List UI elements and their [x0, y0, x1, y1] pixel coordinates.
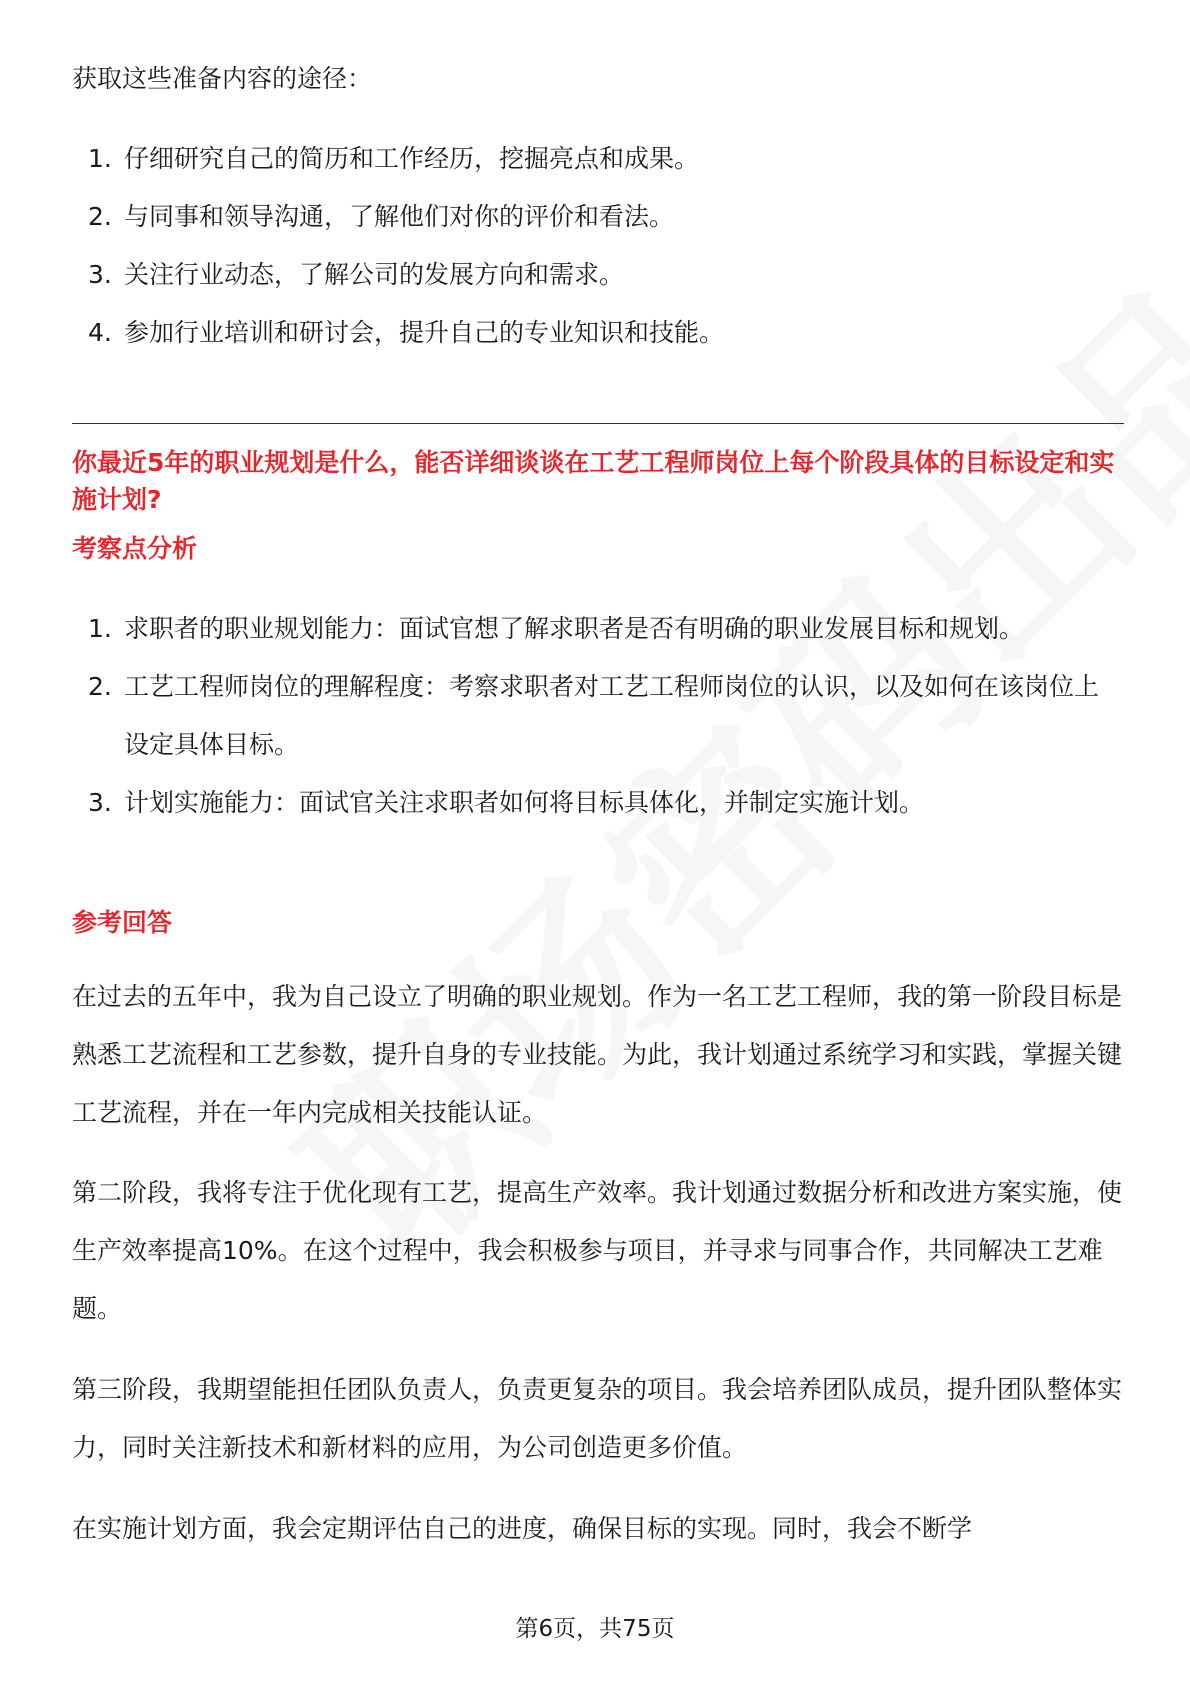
preparation-list	[72, 130, 1122, 362]
analysis-title: 考察点分析	[72, 534, 198, 563]
question-heading: 你最近5年的职业规划是什么，能否详细谈谈在工艺工程师岗位上每个阶段具体的目标设定和实施计划?	[72, 448, 1115, 514]
intro-text: 获取这些准备内容的途径：	[72, 64, 373, 93]
list-item: 4. 参加行业培训和研讨会，提升自己的专业知识和技能。	[88, 318, 725, 347]
answer-paragraph: 第二阶段，我将专注于优化现有工艺，提高生产效率。我计划通过数据分析和改进方案实施，使生产效率提高10%。在这个过程中，我会积极参与项目，并寻求与同事合作，共同解决工艺难题。	[72, 1178, 1123, 1323]
answer-paragraph: 在过去的五年中，我为自己设立了明确的职业规划。作为一名工艺工程师，我的第一阶段目标是熟悉工艺流程和工艺参数，提升自身的专业技能。为此，我计划通过系统学习和实践，掌握关键工艺流程，并在一年内完成相关技能认证。	[72, 982, 1123, 1127]
list-item: 2. 与同事和领导沟通，了解他们对你的评价和看法。	[88, 202, 675, 231]
answer-paragraph: 在实施计划方面，我会定期评估自己的进度，确保目标的实现。同时，我会不断学	[72, 1514, 973, 1543]
list-item: 3. 关注行业动态，了解公司的发展方向和需求。	[88, 260, 625, 289]
page-number: 第6页，共75页	[515, 1616, 675, 1642]
list-item: 3. 计划实施能力：面试官关注求职者如何将目标具体化，并制定实施计划。	[88, 788, 925, 817]
analysis-list	[72, 600, 1122, 832]
section-divider	[72, 423, 1124, 424]
list-item: 1. 仔细研究自己的简历和工作经历，挖掘亮点和成果。	[88, 144, 700, 173]
answer-title: 参考回答	[72, 908, 173, 937]
answer-paragraph: 第三阶段，我期望能担任团队负责人，负责更复杂的项目。我会培养团队成员，提升团队整体实力，同时关注新技术和新材料的应用，为公司创造更多价值。	[72, 1375, 1123, 1462]
list-item: 2. 工艺工程师岗位的理解程度：考察求职者对工艺工程师岗位的认识，以及如何在该岗位上设定具体目标。	[88, 672, 1100, 759]
list-item: 1. 求职者的职业规划能力：面试官想了解求职者是否有明确的职业发展目标和规划。	[88, 614, 1025, 643]
